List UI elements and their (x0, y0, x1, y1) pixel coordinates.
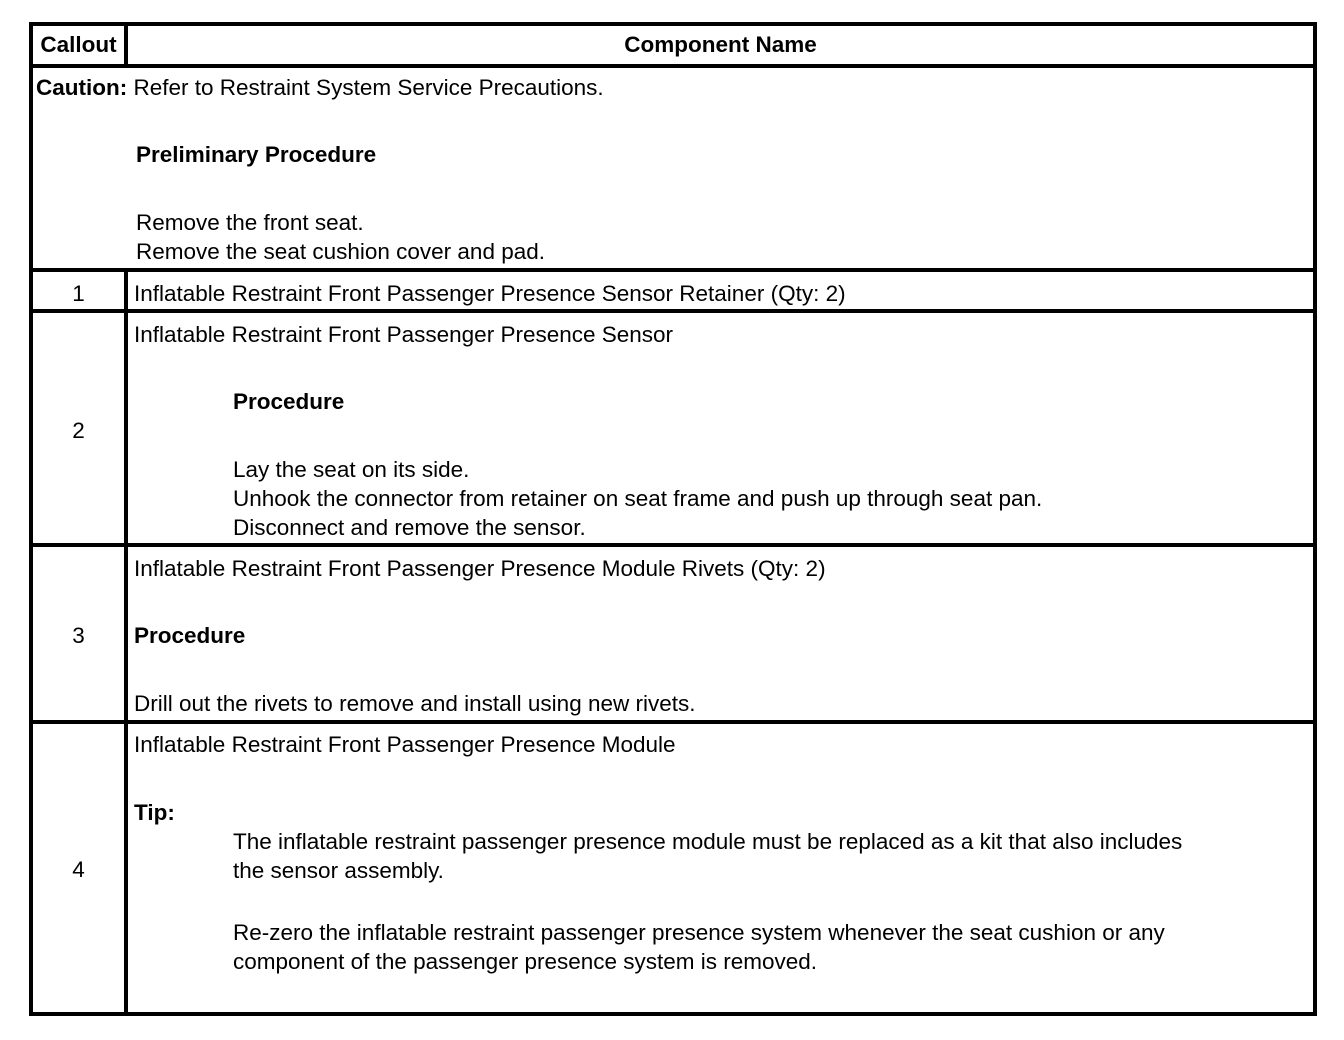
row-divider (29, 64, 1317, 68)
component-name: Inflatable Restraint Front Passenger Presence Sensor (134, 322, 674, 347)
callout-number: 2 (72, 418, 85, 443)
header-callout: Callout (40, 32, 117, 57)
procedure-step: Disconnect and remove the sensor. (233, 515, 586, 540)
preliminary-step: Remove the front seat. (136, 210, 364, 235)
row-divider (29, 309, 1317, 313)
tip-text: the sensor assembly. (233, 858, 444, 883)
procedure-heading: Procedure (134, 623, 246, 648)
caution-line (36, 73, 604, 102)
procedure-step: Lay the seat on its side. (233, 457, 470, 482)
callout-number: 1 (72, 281, 85, 306)
component-name: Inflatable Restraint Front Passenger Presence Module Rivets (Qty: 2) (134, 556, 826, 581)
table-border (29, 22, 1317, 1016)
procedure-step: Unhook the connector from retainer on seat frame and push up through seat pan. (233, 486, 1043, 511)
callout-number: 4 (72, 857, 85, 882)
row-divider (29, 543, 1317, 547)
component-table (29, 22, 1317, 1016)
component-name: Inflatable Restraint Front Passenger Presence Sensor Retainer (Qty: 2) (134, 281, 846, 306)
column-divider (124, 268, 128, 1016)
component-name: Inflatable Restraint Front Passenger Presence Module (134, 732, 676, 757)
tip-text: The inflatable restraint passenger presence module must be replaced as a kit that also includes (233, 829, 1183, 854)
header-component-name: Component Name (624, 32, 817, 57)
preliminary-step: Remove the seat cushion cover and pad. (136, 239, 545, 264)
caution-label: Caution: (36, 75, 128, 100)
tip-label: Tip: (134, 800, 175, 825)
procedure-heading: Procedure (233, 389, 345, 414)
procedure-step: Drill out the rivets to remove and install using new rivets. (134, 691, 696, 716)
caution-text: Refer to Restraint System Service Precautions. (127, 75, 604, 100)
tip-text: component of the passenger presence system is removed. (233, 949, 818, 974)
callout-number: 3 (72, 623, 85, 648)
preliminary-heading: Preliminary Procedure (136, 142, 377, 167)
row-divider (29, 268, 1317, 272)
row-divider (29, 720, 1317, 724)
tip-text: Re-zero the inflatable restraint passenger presence system whenever the seat cushion or any (233, 920, 1165, 945)
